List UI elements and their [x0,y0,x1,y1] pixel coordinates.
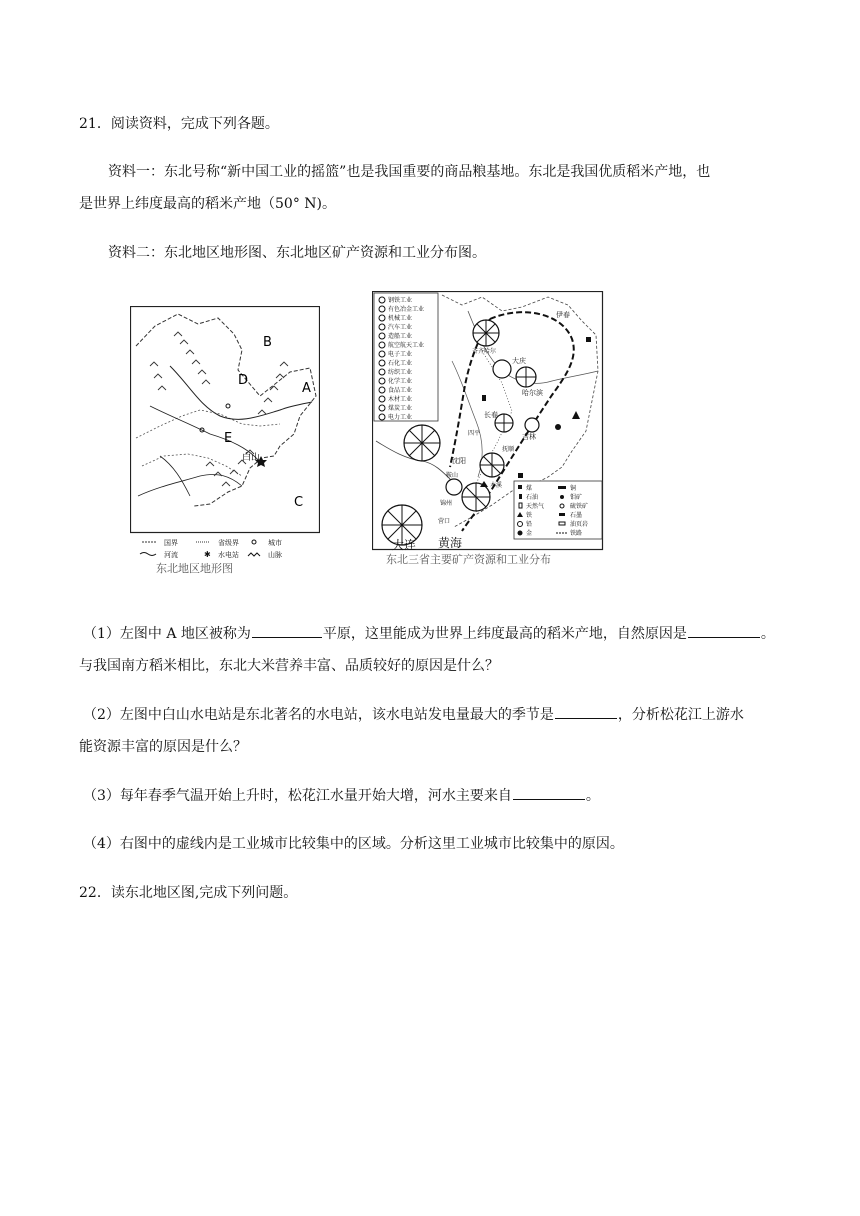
material-1-line-2: 是世界上纬度最高的稻米产地（50° N)。 [79,196,336,212]
mineral-legend-oil: 石油 [526,494,539,501]
legend-province-border: 省级界 [218,539,239,547]
terrain-map-figure [130,306,320,578]
subquestion-2-line-1 [83,704,744,724]
subquestion-1-text-c: 。 [760,626,775,642]
legend-power: 电力工业 [388,414,413,421]
mineral-legend-pyrite: 硫铁矿 [570,503,589,510]
city-label-benxi: 本溪 [490,482,503,489]
mineral-legend-iron: 铁 [526,512,533,519]
city-label-qiqihar: 齐齐哈尔 [472,348,497,355]
legend-nonferrous: 有色冶金工业 [388,306,425,313]
legend-national-border: 国界 [164,539,178,547]
material-2: 资料二：东北地区地形图、东北地区矿产资源和工业分布图。 [108,245,486,261]
terrain-map [130,306,320,578]
mineral-legend-railway: 铁路 [570,530,583,537]
coal-mine-icon [518,473,523,478]
mineral-legend-copper: 铜 [570,485,577,492]
legend-hydropower: 水电站 [218,551,239,559]
industry-map-figure [372,291,604,571]
city-label-changchun: 长春 [484,411,498,419]
city-label-daqing: 大庆 [512,357,526,365]
city-label-anshan: 鞍山 [446,472,459,479]
map-letter-c: C [294,495,304,510]
legend-textile: 纺织工业 [388,369,413,376]
legend-chemical: 化学工业 [388,378,413,385]
mineral-legend-natural-gas: 天然气 [526,503,545,510]
subquestion-3-text-a: （3）每年春季气温开始上升时，松花江水量开始大增，河水主要来自 [83,788,512,804]
terrain-map-caption: 东北地区地形图 [156,562,233,575]
mineral-legend-oil-shale: 油页岩 [570,521,589,528]
city-label-harbin: 哈尔滨 [522,389,543,397]
legend-electronics: 电子工业 [388,351,413,358]
city-label-fushun: 抚顺 [502,446,515,453]
answer-blank-plain-name[interactable] [252,623,322,638]
subquestion-2-line-2: 能资源丰富的原因是什么？ [79,739,247,755]
answer-blank-season[interactable] [555,704,617,719]
map-letter-e: E [224,431,233,446]
q21-heading: 21．阅读资料，完成下列各题。 [79,116,279,132]
gold-icon [555,424,561,430]
city-label-dalian: 大连 [392,538,417,552]
industry-symbol-anshan [446,479,462,495]
subquestion-1-line-2: 与我国南方稻米相比，东北大米营养丰富、品质较好的原因是什么？ [79,658,499,674]
mineral-legend-graphite: 石墨 [570,512,583,519]
industry-symbol-daqing [493,360,511,378]
legend-steel: 钢铁工业 [388,297,413,304]
legend-timber: 木材工业 [388,396,413,403]
subquestion-1-text-b: 平原，这里能成为世界上纬度最高的稻米产地，自然原因是 [322,626,687,642]
city-label-yingkou: 营口 [438,518,451,525]
map-letter-b: B [263,335,272,350]
city-label-jinzhou: 锦州 [440,500,453,507]
answer-blank-natural-reason[interactable] [688,623,760,638]
subquestion-1-line-1 [83,623,775,643]
legend-city: 城市 [268,539,282,547]
map-letter-a: A [302,381,311,396]
industry-map-caption: 东北三省主要矿产资源和工业分布 [386,553,551,566]
legend-coal: 煤炭工业 [388,405,413,412]
mineral-legend-lead: 铅 [526,521,533,528]
map-letter-d: D [238,373,249,388]
subquestion-1-text-a: （1）左图中 A 地区被称为 [83,626,251,642]
mineral-legend-gold: 金 [526,530,533,537]
legend-mountain: 山脉 [268,551,282,559]
city-label-jilin: 吉林 [522,433,536,441]
legend-river: 河流 [164,551,178,559]
subquestion-3-text-b: 。 [585,788,600,804]
subquestion-2-text-b: ，分析松花江上游水 [617,707,744,723]
mineral-legend-coal: 煤 [526,485,533,492]
legend-shipbuilding: 造船工业 [388,333,413,340]
city-label-siping: 四平 [468,430,481,437]
industry-symbol-jilin [525,418,539,432]
material-1-line-1: 资料一：东北号称“新中国工业的摇篮”也是我国重要的商品粮基地。东北是我国优质稻米产地，也 [108,164,711,180]
oil-icon [482,395,486,401]
subquestion-2-text-a: （2）左图中白山水电站是东北著名的水电站，该水电站发电量最大的季节是 [83,707,554,723]
svg-text:✱: ✱ [204,550,211,559]
subquestion-3 [83,785,600,805]
legend-petrochemical: 石化工业 [388,360,413,367]
industry-map [372,291,604,571]
q22-heading: 22．读东北地区图,完成下列问题。 [79,885,298,901]
mineral-legend-molybdenum: 钼矿 [570,494,583,501]
legend-food: 食品工业 [388,387,413,394]
map-place-baishan: 白山 [242,453,261,463]
city-label-yichun: 伊春 [556,311,570,319]
coal-mine-icon [586,337,591,342]
legend-machinery: 机械工业 [388,315,413,322]
legend-auto: 汽车工业 [388,324,413,331]
subquestion-4: （4）右图中的虚线内是工业城市比较集中的区域。分析这里工业城市比较集中的原因。 [83,836,624,852]
answer-blank-water-source[interactable] [513,785,585,800]
city-label-shenyang: 沈阳 [452,457,466,465]
legend-aerospace: 航空航天工业 [388,342,425,349]
sea-label-huanghai: 黄海 [438,536,463,550]
